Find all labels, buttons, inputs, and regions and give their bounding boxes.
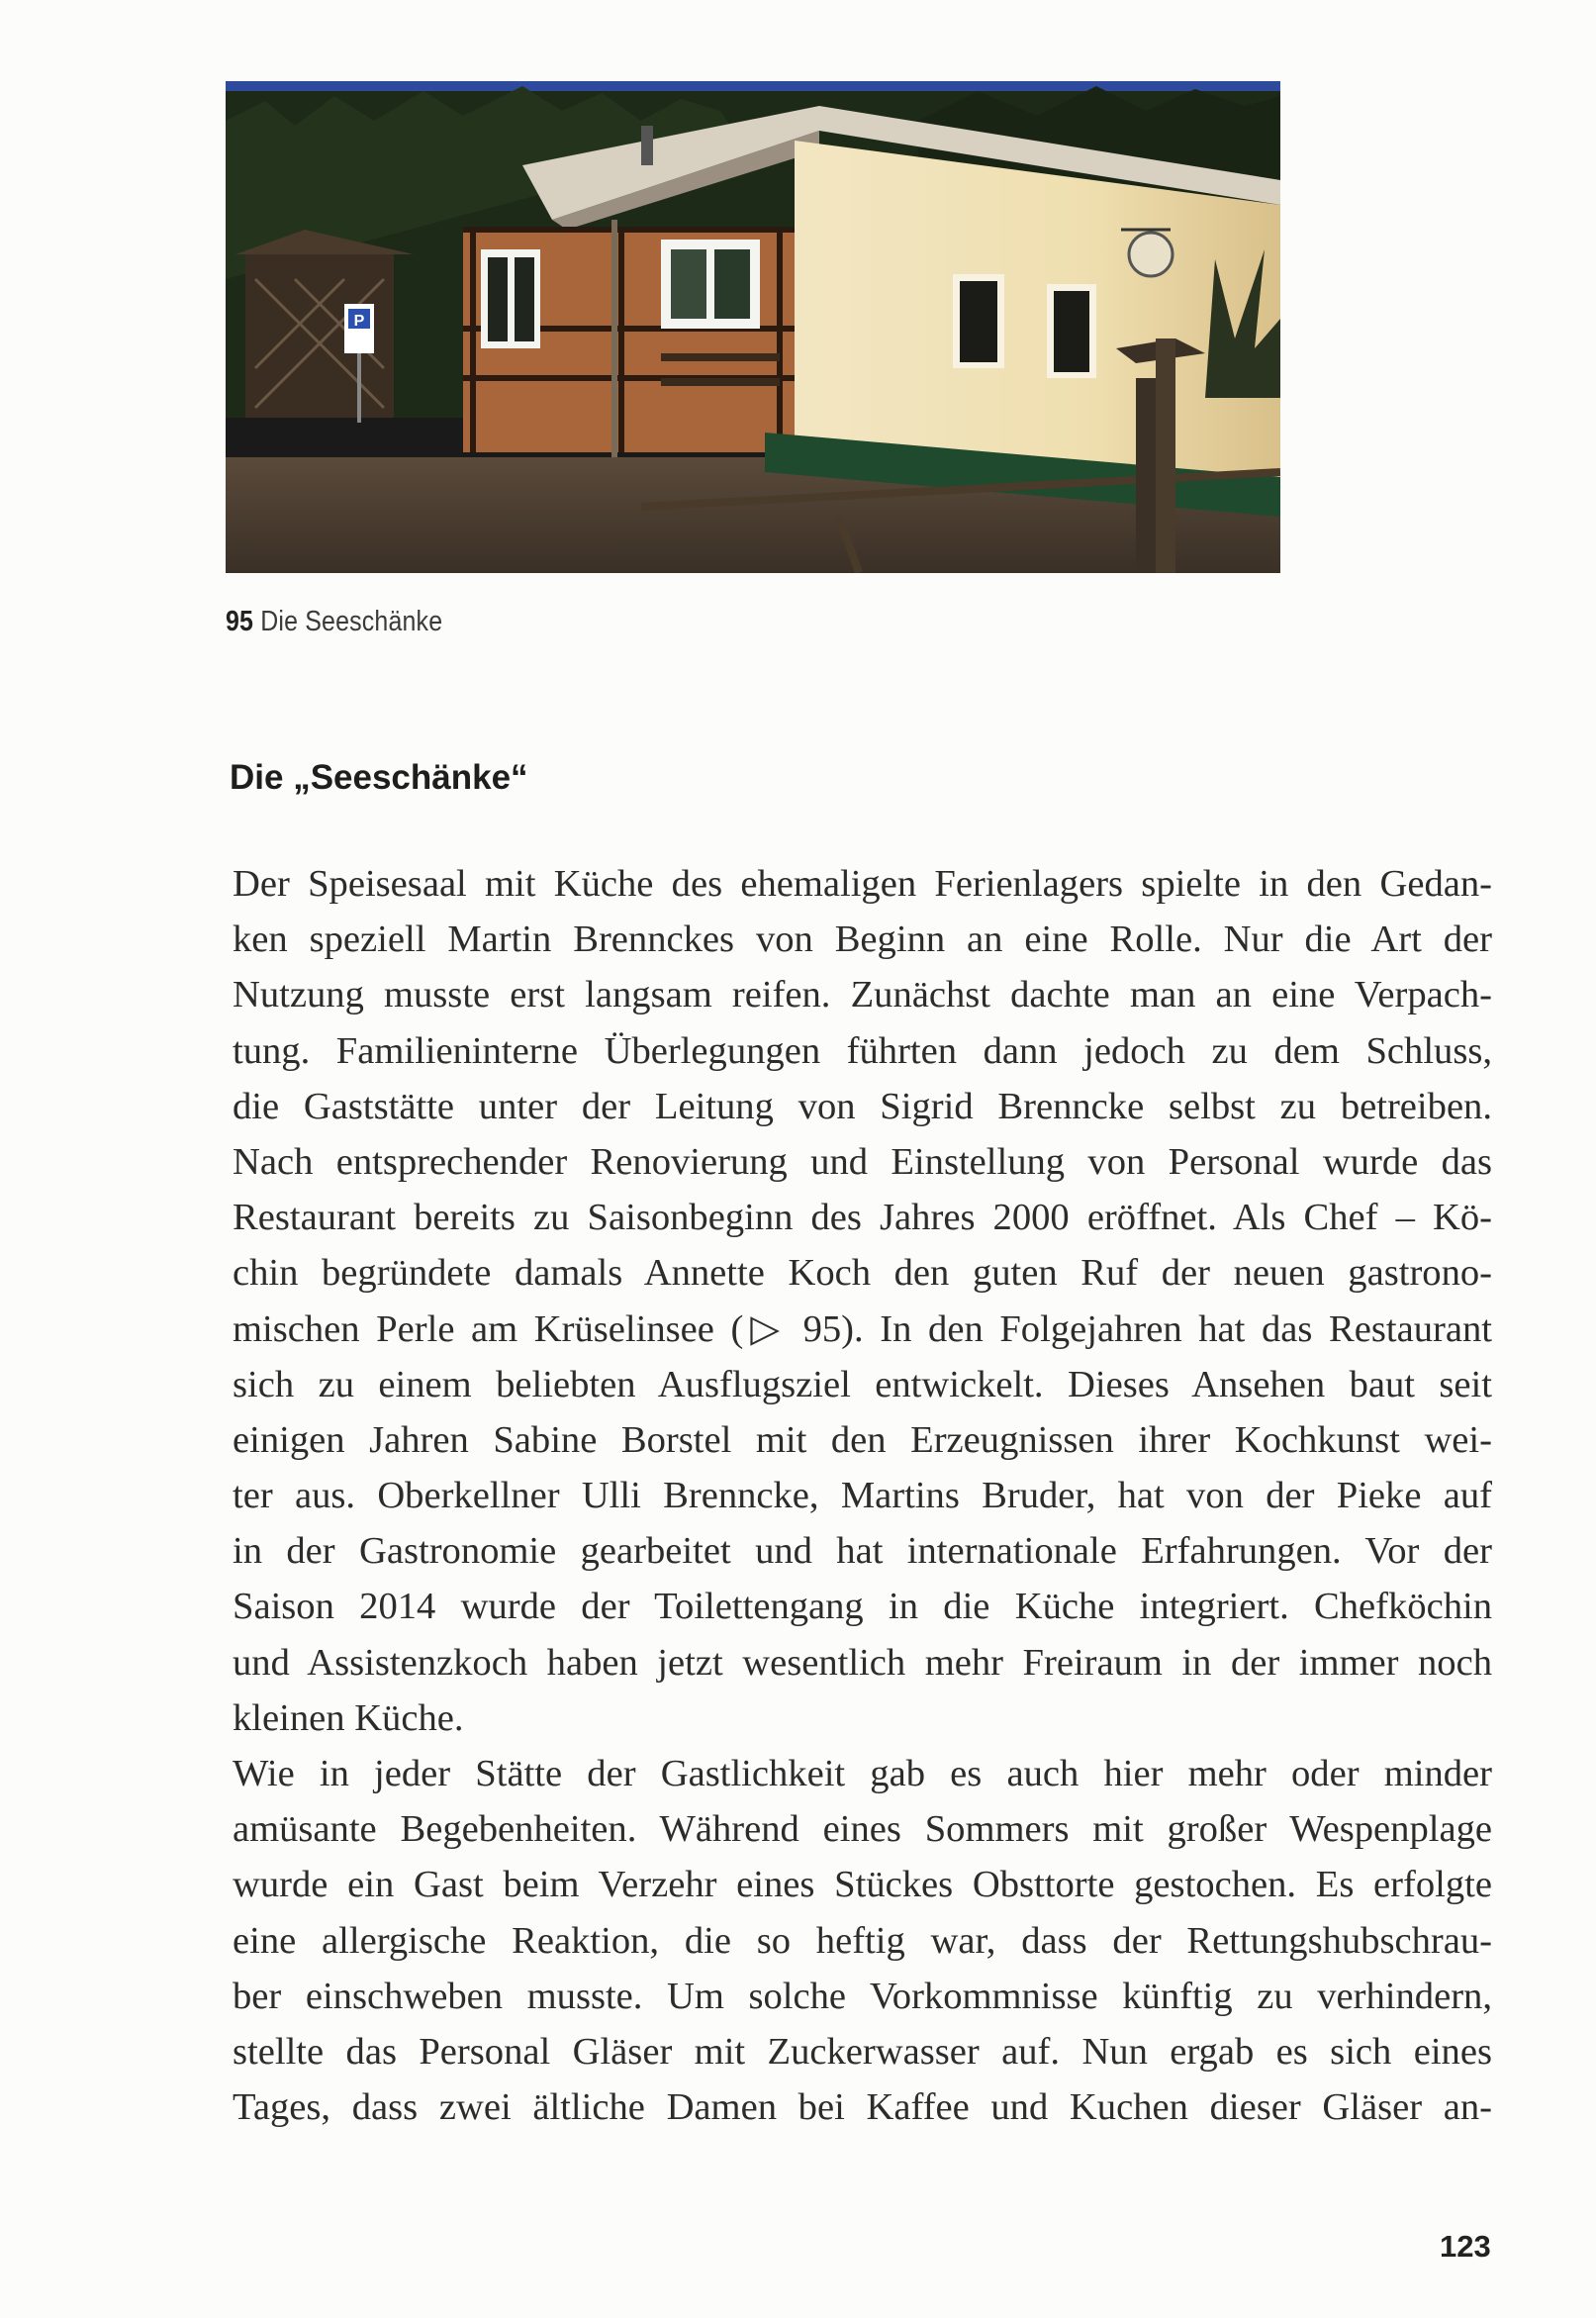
body-line: Nutzung musste erst langsam reifen. Zunächst dachte man an eine Verpach- xyxy=(233,974,1492,1016)
body-line: in der Gastronomie gearbeitet und hat internationale Erfahrungen. Vor der xyxy=(233,1530,1492,1573)
section-heading: Die „Seeschänke“ xyxy=(230,758,528,797)
body-line: kleinen Küche. xyxy=(233,1696,464,1739)
body-text xyxy=(233,856,1492,2135)
body-line: einigen Jahren Sabine Borstel mit den Erzeugnissen ihrer Kochkunst wei- xyxy=(233,1418,1492,1461)
body-line: ber einschweben musste. Um solche Vorkommnisse künftig zu verhindern, xyxy=(233,1975,1492,2017)
body-line: sich zu einem beliebten Ausflugsziel entwickelt. Dieses Ansehen baut seit xyxy=(233,1363,1492,1405)
photo-illustration xyxy=(226,81,1280,573)
body-line: die Gaststätte unter der Leitung von Sigrid Brenncke selbst zu betreiben. xyxy=(233,1085,1492,1127)
body-line: Restaurant bereits zu Saisonbeginn des Jahres 2000 eröffnet. Als Chef – Kö- xyxy=(233,1197,1492,1239)
photo-caption xyxy=(226,606,442,638)
body-line: tung. Familieninterne Überlegungen führten dann jedoch zu dem Schluss, xyxy=(233,1029,1492,1072)
body-line: Nach entsprechender Renovierung und Einstellung von Personal wurde das xyxy=(233,1140,1492,1183)
body-line: eine allergische Reaktion, die so heftig war, dass der Rettungshubschrau- xyxy=(233,1919,1492,1962)
body-line: Tages, dass zwei ältliche Damen bei Kaffee und Kuchen dieser Gläser an- xyxy=(233,2086,1492,2129)
body-line: ken speziell Martin Brennckes von Beginn an eine Rolle. Nur die Art der xyxy=(233,918,1492,961)
body-line: chin begründete damals Annette Koch den guten Ruf der neuen gastrono- xyxy=(233,1252,1492,1295)
body-line: Der Speisesaal mit Küche des ehemaligen Ferienlagers spielte in den Gedan- xyxy=(233,863,1492,905)
body-line: Wie in jeder Stätte der Gastlichkeit gab es auch hier mehr oder minder xyxy=(233,1753,1492,1794)
body-line: amüsante Begebenheiten. Während eines Sommers mit großer Wespenplage xyxy=(233,1808,1492,1851)
svg-text:P: P xyxy=(353,313,365,330)
caption-text: Die Seeschänke xyxy=(260,606,443,637)
body-line: Saison 2014 wurde der Toilettengang in die Küche integriert. Chefköchin xyxy=(233,1586,1492,1628)
body-line: wurde ein Gast beim Verzehr eines Stückes Obsttorte gestochen. Es erfolgte xyxy=(233,1864,1492,1906)
photo-seeschaenke xyxy=(226,81,1280,573)
body-line: ter aus. Oberkellner Ulli Brenncke, Martins Bruder, hat von der Pieke auf xyxy=(233,1475,1492,1517)
body-line: stellte das Personal Gläser mit Zuckerwasser auf. Nun ergab es sich eines xyxy=(233,2030,1492,2073)
figure-number: 95 xyxy=(226,606,254,637)
body-line: und Assistenzkoch haben jetzt wesentlich mehr Freiraum in der immer noch xyxy=(233,1641,1492,1684)
body-line: mischen Perle am Krüselinsee (▷ 95). In den Folgejahren hat das Restaurant xyxy=(233,1307,1492,1350)
page-number: 123 xyxy=(1440,2229,1491,2264)
